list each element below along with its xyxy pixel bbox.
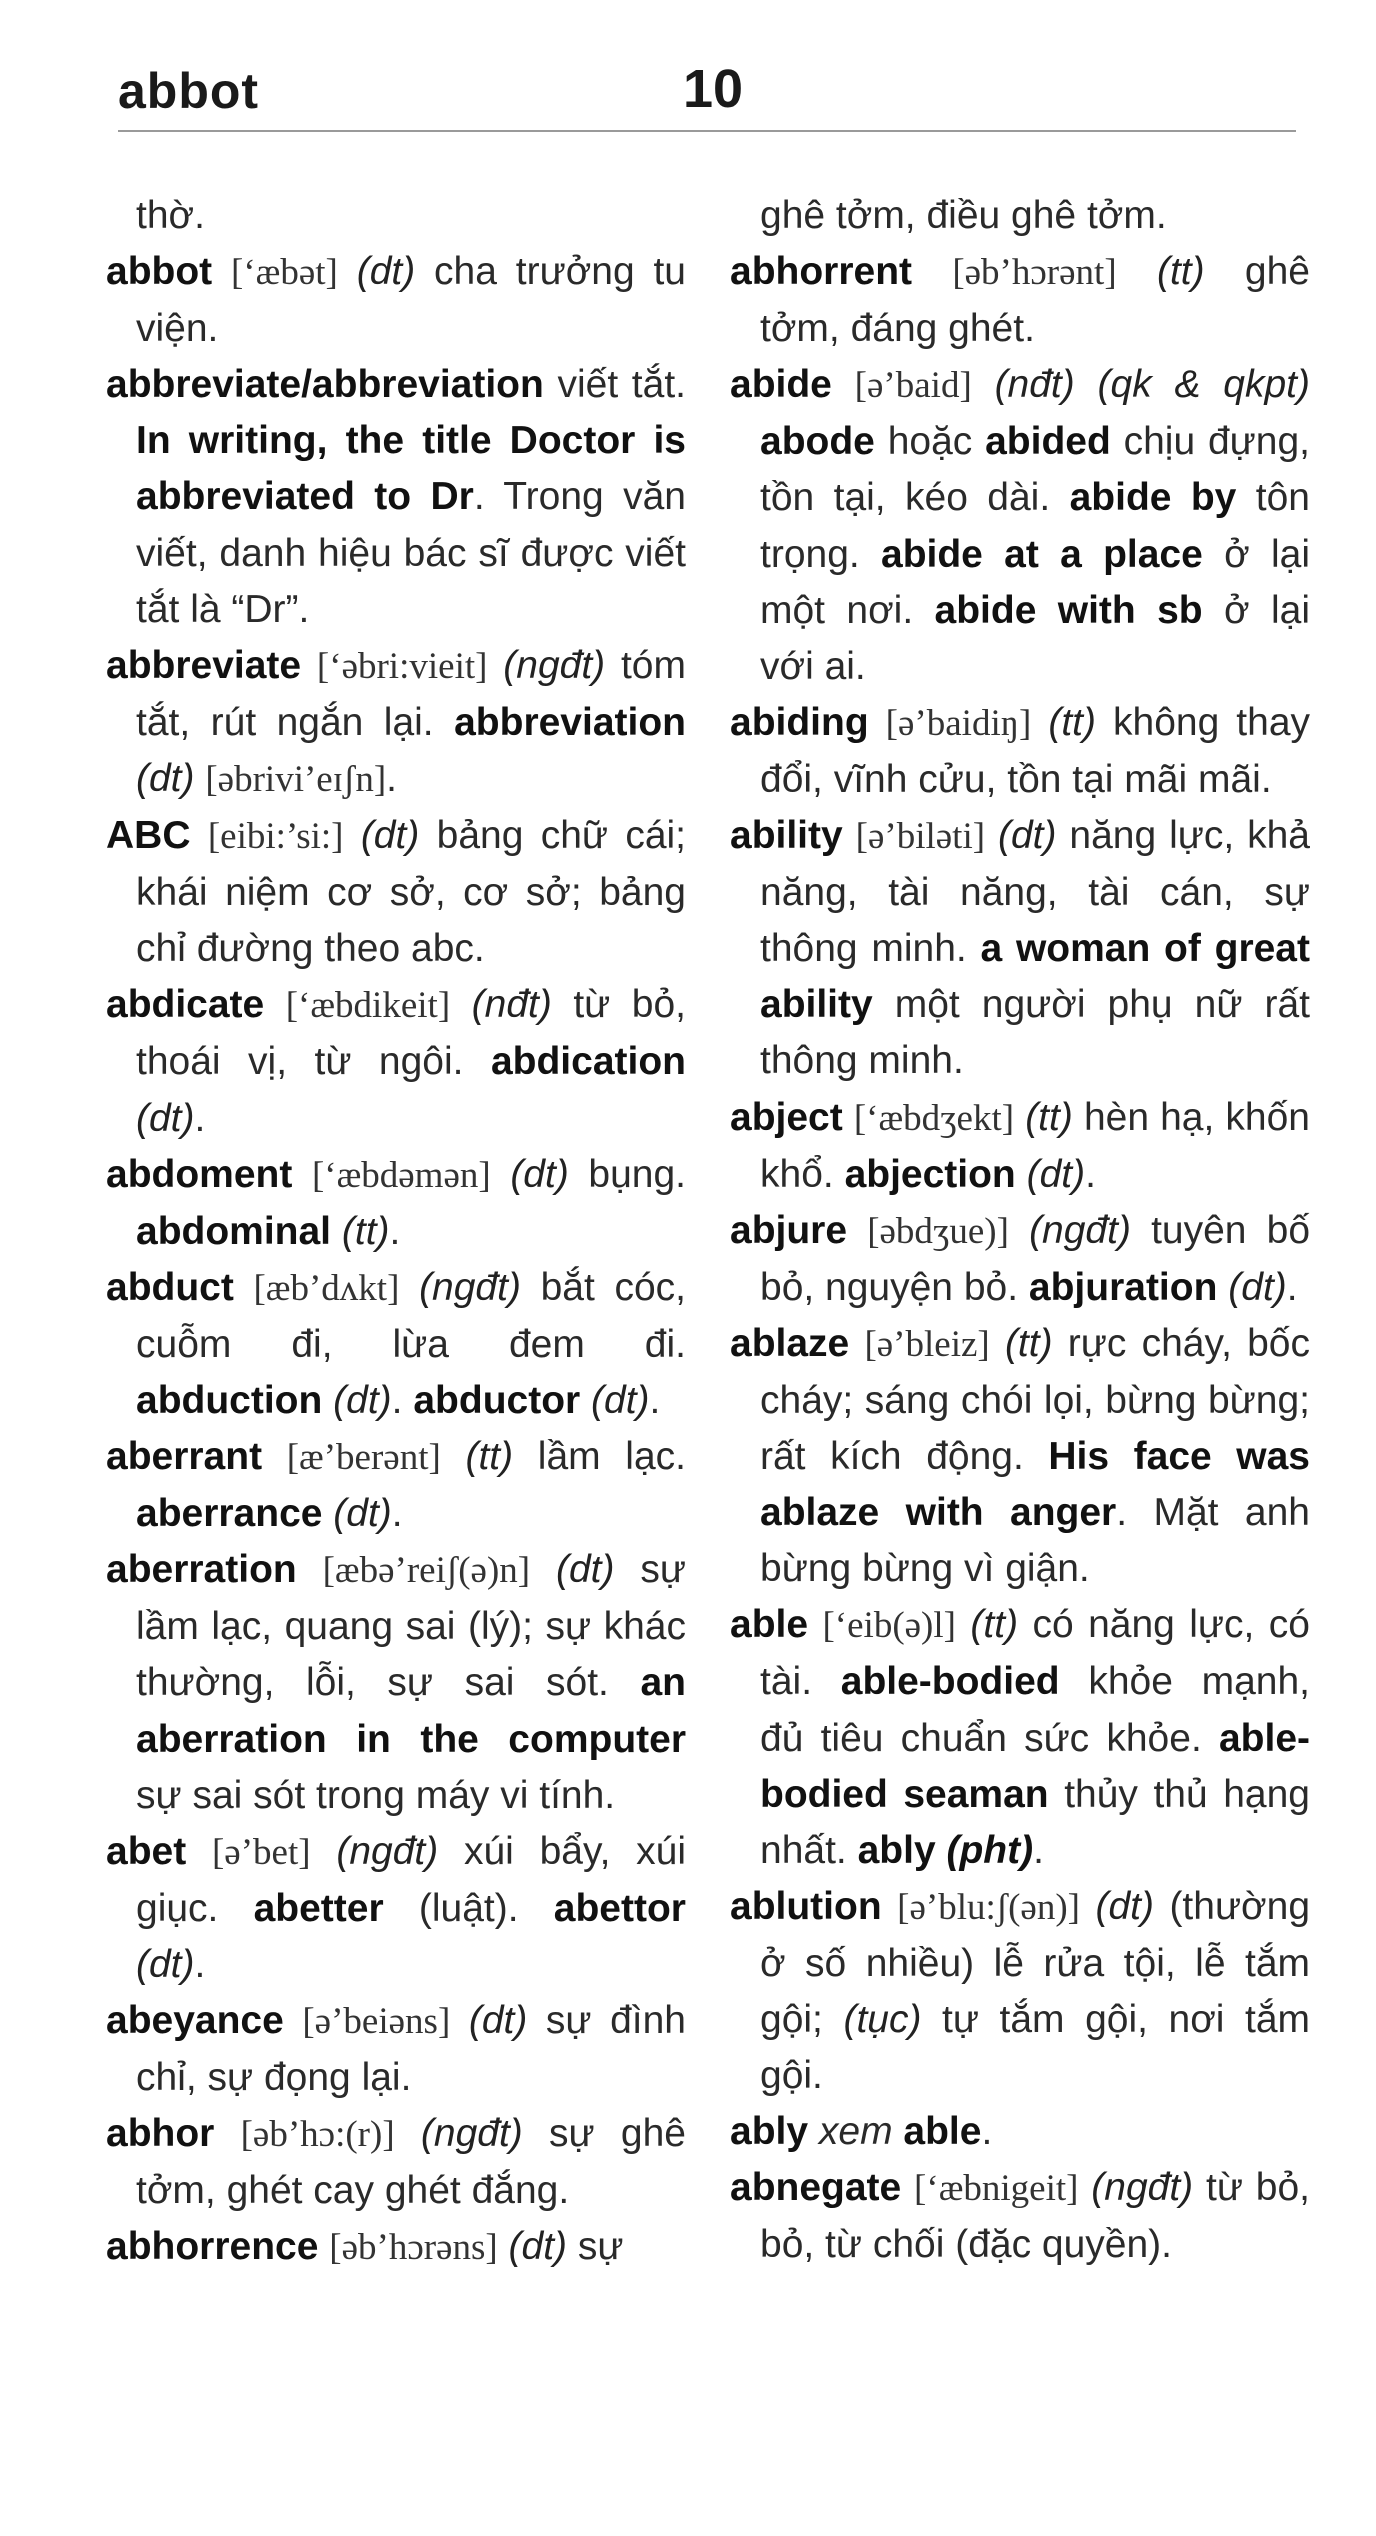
definition: rực cháy, bốc cháy; sáng chói lọi, bừng bừng; rất kích động.: [760, 1321, 1310, 1479]
derived-pos: (dt): [1026, 1152, 1086, 1196]
pronunciation: [əbdʒue)]: [867, 1210, 1009, 1252]
definition: từ bỏ, thoái vị, từ ngôi.: [136, 983, 686, 1084]
pronunciation: [ə’biləti]: [855, 816, 986, 858]
page-number: 10: [683, 59, 744, 119]
definition: tuyên bố bỏ, nguyện bỏ.: [760, 1208, 1311, 1309]
left-column: [106, 188, 686, 2276]
pronunciation: [ə’bleiz]: [864, 1323, 990, 1365]
headword: abdicate: [106, 983, 265, 1027]
past-form: abode: [760, 420, 875, 464]
derived-meaning: khỏe mạnh, đủ tiêu chuẩn sức khỏe.: [760, 1660, 1310, 1760]
entry-abc: [106, 808, 686, 977]
part-of-speech: (ngđt): [1091, 2166, 1194, 2210]
example-translation: . Mặt anh bừng bừng vì giận.: [760, 1491, 1310, 1591]
derived-meaning-2: thủy thủ hạng nhất.: [760, 1772, 1310, 1872]
pronunciation: [ə’blu:ʃ(ən)]: [897, 1886, 1080, 1928]
entry-abet: [106, 1824, 686, 1993]
pronunciation: [ʻæbdʒekt]: [853, 1097, 1015, 1139]
derived-word: abjuration: [1028, 1265, 1218, 1309]
derived-word: able-bodied: [840, 1660, 1060, 1704]
headword: aberrant: [106, 1435, 263, 1479]
punctuation: .: [389, 1209, 401, 1253]
pronunciation: [eibi:’si:]: [207, 816, 344, 858]
part-of-speech: (tt): [1048, 700, 1097, 744]
part-of-speech: (dt): [508, 2225, 568, 2269]
headword: abet: [106, 1829, 187, 1873]
definition: sự lầm lạc, quang sai (lý); sự khác thường, lỗi, sự sai sót.: [136, 1548, 686, 1705]
headword: abhorrence: [106, 2225, 319, 2269]
example-translation: sự sai sót trong máy vi tính.: [136, 1773, 616, 1817]
phrase-2: abide at a place: [881, 532, 1203, 576]
derived-pos: (dt): [1228, 1265, 1287, 1309]
pronunciation: [ʻæbnigeit]: [914, 2168, 1079, 2210]
continuation-definition: ghê tởm, điều ghê tởm.: [760, 194, 1167, 237]
entry-abject: [730, 1090, 1310, 1203]
headword: ablaze: [730, 1321, 850, 1365]
headword: abjure: [730, 1208, 848, 1252]
entry-abbreviate-abbreviation: [106, 357, 686, 637]
pronunciation: [əb’hɔrəns]: [329, 2227, 498, 2269]
part-of-speech: (dt): [1095, 1884, 1154, 1928]
definition: bắt cóc, cuỗm đi, lừa đem đi.: [136, 1265, 686, 1366]
part-of-speech: (tt): [970, 1603, 1019, 1647]
definition: bảng chữ cái; khái niệm cơ sở, cơ sở; bảng chỉ đường theo abc.: [136, 814, 687, 971]
entry-abhor: [106, 2106, 686, 2219]
derived-word: abbreviation: [454, 700, 686, 744]
definition: không thay đổi, vĩnh cửu, tồn tại mãi mãi.: [760, 700, 1311, 801]
pronunciation: [ʻæbdikeit]: [285, 985, 451, 1027]
punctuation: .: [1286, 1265, 1298, 1309]
headword: abide: [730, 363, 832, 407]
pronunciation: [ə’baid]: [854, 365, 972, 407]
past-form-2: abided: [985, 420, 1111, 464]
pronunciation: [əb’hɔ:(r)]: [240, 2114, 395, 2156]
definition: sự ghê tởm, ghét cay ghét đắng.: [136, 2112, 686, 2213]
cross-reference-label: xem: [818, 2110, 893, 2154]
example: an aberration in the computer: [136, 1661, 686, 1761]
part-of-speech: (tt): [1156, 250, 1205, 294]
definition: bụng.: [588, 1152, 687, 1196]
headword: ably: [730, 2110, 809, 2154]
derived-word-3: ably: [857, 1828, 936, 1872]
usage-note: (luật).: [418, 1886, 519, 1930]
definition: viết tắt.: [557, 363, 686, 407]
part-of-speech: (ngđt): [420, 2112, 523, 2156]
example: In writing, the title Doctor is abbreviated to Dr: [136, 419, 686, 519]
pronunciation: [ʻəbri:vieit]: [316, 645, 488, 687]
derived-word-2: abettor: [553, 1886, 686, 1930]
cross-reference-target: able: [903, 2110, 982, 2154]
continuation-definition: thờ.: [136, 194, 205, 237]
headword: abeyance: [106, 1999, 284, 2042]
pronunciation: [æbə’reiʃ(ə)n]: [322, 1550, 531, 1592]
pronunciation: [æb’dʌkt]: [253, 1267, 400, 1309]
right-column: [730, 188, 1310, 2273]
conjunction: hoặc: [887, 420, 973, 464]
definition: (thường ở số nhiều) lễ rửa tội, lễ tắm gội;: [760, 1884, 1311, 2041]
pronunciation: [ə’baidiŋ]: [885, 702, 1032, 744]
definition: ghê tởm, đáng ghét.: [760, 250, 1310, 351]
part-of-speech: (nđt): [471, 983, 552, 1027]
punctuation: .: [649, 1378, 661, 1422]
headword: abduct: [106, 1265, 234, 1309]
part-of-speech: (ngđt): [1029, 1208, 1131, 1252]
page-header: [118, 52, 1296, 132]
entry-abjure: [730, 1203, 1310, 1316]
derived-word-2: able-bodied seaman: [760, 1716, 1310, 1816]
punctuation: .: [386, 756, 397, 800]
part-of-speech: (tt): [1004, 1321, 1053, 1365]
entry-ablution: [730, 1879, 1310, 2104]
headword: abdoment: [106, 1152, 293, 1196]
headword: abhor: [106, 2112, 215, 2156]
pronunciation: [ə’bet]: [211, 1831, 311, 1873]
derived-word: abdication: [490, 1040, 686, 1084]
punctuation: .: [1033, 1828, 1044, 1872]
headword: abbot: [106, 250, 213, 294]
derived-word: abjection: [844, 1152, 1016, 1196]
entry-aberration: [106, 1542, 686, 1823]
register-label: (tục): [843, 1998, 922, 2041]
punctuation: .: [194, 1942, 206, 1986]
part-of-speech: (dt): [468, 1999, 528, 2042]
entry-able: [730, 1597, 1310, 1878]
definition: tóm tắt, rút ngắn lại.: [136, 643, 686, 744]
definition: lầm lạc.: [537, 1435, 686, 1479]
definition: có năng lực, có tài.: [760, 1603, 1310, 1704]
entry-abbreviate: [106, 638, 686, 808]
derived-pos: (dt): [136, 756, 195, 800]
derived-pos: (dt): [136, 1096, 195, 1140]
derived-word: aberrance: [136, 1492, 323, 1536]
derived-word: abdominal: [136, 1209, 332, 1253]
pronunciation: [ʻæbdəmən]: [311, 1154, 491, 1196]
entry-ability: [730, 808, 1310, 1089]
punctuation: .: [391, 1492, 403, 1536]
entry-abhorrence: [106, 2219, 686, 2276]
headword: able: [730, 1603, 809, 1647]
definition-2: tự tắm gội, nơi tắm gội.: [760, 1998, 1310, 2098]
headword: abbreviate: [106, 643, 302, 687]
derived-pos-2: (dt): [136, 1942, 195, 1986]
definition: sự: [577, 2225, 624, 2269]
derived-word: abetter: [253, 1886, 384, 1930]
headword: abhorrent: [730, 250, 913, 294]
part-of-speech: (dt): [360, 814, 420, 858]
definition: xúi bẩy, xúi giục.: [136, 1829, 687, 1930]
definition: từ bỏ, bỏ, từ chối (đặc quyền).: [760, 2166, 1310, 2267]
derived-pos: (dt): [333, 1492, 392, 1536]
headword: ABC: [106, 814, 191, 858]
entry-abdoment: [106, 1147, 686, 1260]
derived-pronunciation: [əbrivi’eɪʃn]: [205, 758, 387, 800]
headword: ablution: [730, 1884, 882, 1928]
entry-abnegate: [730, 2160, 1310, 2273]
part-of-speech: (dt): [510, 1152, 569, 1196]
phrase-2-meaning: ở lại một nơi.: [760, 532, 1310, 632]
punctuation: .: [1085, 1152, 1096, 1196]
definition: chịu đựng, tồn tại, kéo dài.: [760, 420, 1310, 520]
definition: cha trưởng tu viện.: [136, 250, 687, 351]
derived-word: abduction: [136, 1378, 323, 1422]
example: His face was ablaze with anger: [760, 1435, 1310, 1535]
headword: abiding: [730, 700, 869, 744]
part-of-speech: (dt): [356, 250, 416, 294]
derived-pos: (tt): [341, 1209, 390, 1253]
guide-word: abbot: [118, 63, 260, 119]
part-of-speech: (ngđt): [336, 1829, 439, 1873]
definition: hèn hạ, khốn khổ.: [760, 1095, 1310, 1196]
continuation-text: [106, 188, 686, 244]
headword: aberration: [106, 1548, 297, 1592]
derived-word-2: abductor: [413, 1378, 581, 1422]
headword: abnegate: [730, 2166, 902, 2210]
continuation-text: [730, 188, 1310, 244]
example: a woman of great ability: [760, 927, 1310, 1027]
derived-pos-3: (pht): [946, 1828, 1034, 1872]
part-of-speech: (nđt) (qk & qkpt): [994, 363, 1311, 407]
entry-abeyance: [106, 1993, 686, 2106]
derived-pos: (dt): [333, 1378, 392, 1422]
example-translation: một người phụ nữ rất thông minh.: [760, 983, 1310, 1083]
entry-abbot: [106, 244, 686, 357]
punctuation: .: [981, 2110, 993, 2154]
phrase-1-meaning: tôn trọng.: [760, 476, 1310, 576]
pronunciation: [əb’hɔrənt]: [952, 252, 1117, 294]
pronunciation: [ʻæbət]: [231, 252, 338, 294]
punctuation: .: [194, 1096, 206, 1140]
entry-aberrant: [106, 1429, 686, 1542]
example-translation: . Trong văn viết, danh hiệu bác sĩ được viết tắt là “Dr”.: [136, 475, 686, 631]
part-of-speech: (tt): [1025, 1095, 1073, 1139]
entry-abiding: [730, 695, 1310, 808]
part-of-speech: (ngđt): [503, 643, 606, 687]
definition: năng lực, khả năng, tài năng, tài cán, sự thông minh.: [760, 814, 1310, 971]
phrase-3-meaning: ở lại với ai.: [760, 588, 1310, 688]
entry-abduct: [106, 1260, 686, 1429]
pronunciation: [ə’beiəns]: [302, 2001, 451, 2042]
pronunciation: [æ’berənt]: [286, 1437, 441, 1479]
entry-ably: [730, 2104, 1310, 2160]
part-of-speech: (dt): [997, 814, 1057, 858]
entry-abhorrent: [730, 244, 1310, 357]
headword: abbreviate/abbreviation: [106, 363, 544, 407]
part-of-speech: (ngđt): [419, 1265, 521, 1309]
punctuation: .: [391, 1378, 403, 1422]
phrase-3: abide with sb: [934, 588, 1203, 632]
part-of-speech: (dt): [555, 1548, 615, 1592]
phrase-1: abide by: [1069, 476, 1237, 520]
part-of-speech: (tt): [465, 1435, 514, 1479]
entry-abdicate: [106, 977, 686, 1146]
entry-ablaze: [730, 1316, 1310, 1597]
headword: ability: [730, 814, 843, 858]
entry-abide: [730, 357, 1310, 695]
headword: abject: [730, 1095, 843, 1139]
definition: sự đình chỉ, sự đọng lại.: [136, 1999, 686, 2100]
pronunciation: [‘eib(ə)l]: [822, 1605, 956, 1647]
derived-pos-2: (dt): [591, 1378, 650, 1422]
